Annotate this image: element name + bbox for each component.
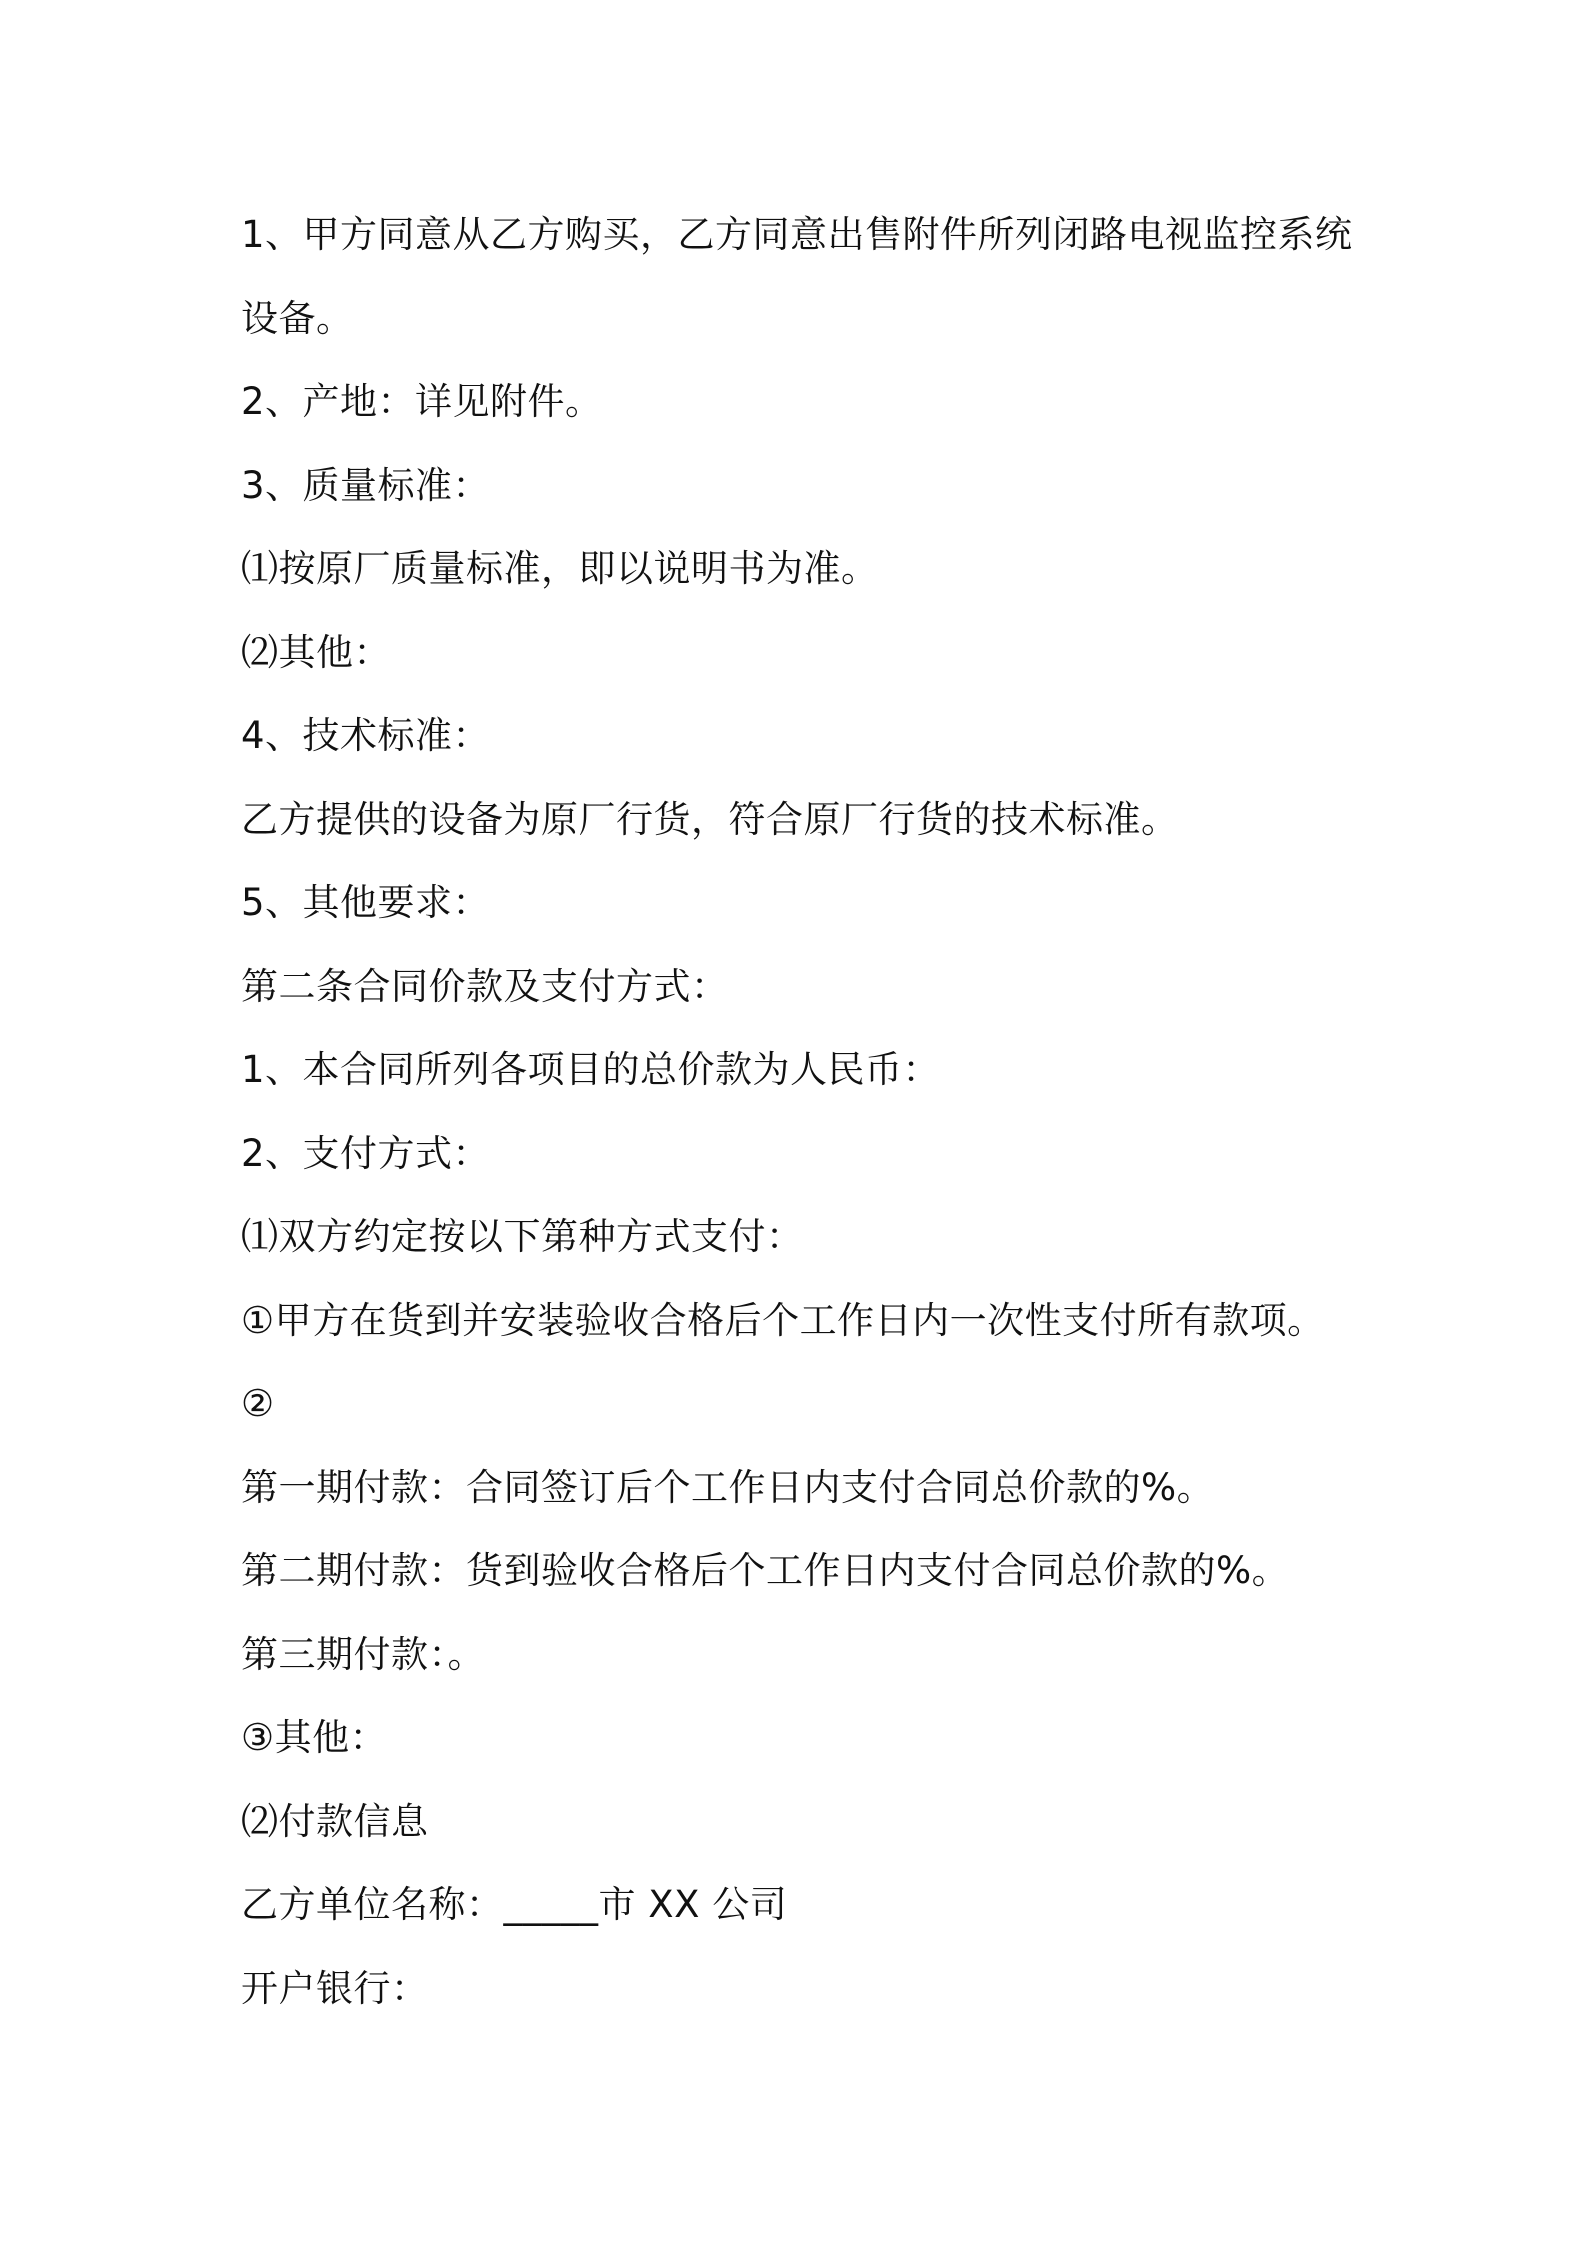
- clause-4-technical-text: 乙方提供的设备为原厂行货，符合原厂行货的技术标准。: [241, 797, 1179, 841]
- article-2-item-2-payment-method: 2、支付方式：: [241, 1131, 491, 1175]
- payment-option-1: ①甲方在货到并安装验收合格后个工作日内一次性支付所有款项。: [241, 1298, 1325, 1342]
- article-2-heading: 第二条合同价款及支付方式：: [241, 964, 729, 1008]
- article-2-item-1-total-price: 1、本合同所列各项目的总价款为人民币：: [241, 1048, 941, 1091]
- payment-info-heading: ⑵付款信息: [241, 1799, 429, 1843]
- clause-2-origin: 2、产地：详见附件。: [241, 380, 603, 423]
- contract-body: [241, 193, 1371, 2030]
- clause-3-item-2: ⑵其他：: [241, 630, 391, 674]
- bank-of-deposit: 开户银行：: [241, 1966, 429, 2010]
- installment-3: 第三期付款：。: [241, 1632, 485, 1676]
- clause-5-other-requirements: 5、其他要求：: [241, 881, 491, 924]
- installment-2: 第二期付款：货到验收合格后个工作日内支付合同总价款的%。: [241, 1549, 1290, 1592]
- payment-option-2: ②: [241, 1382, 275, 1425]
- clause-3-item-1: ⑴按原厂质量标准，即以说明书为准。: [241, 547, 879, 590]
- clause-4-technical-heading: 4、技术标准：: [241, 714, 491, 757]
- clause-1-continuation: 设备。: [241, 296, 354, 340]
- clause-1-purchase-agreement: 1、甲方同意从乙方购买，乙方同意出售附件所列闭路电视监控系统: [241, 213, 1353, 256]
- party-b-company-name: 乙方单位名称：_____市 XX 公司: [241, 1883, 788, 1926]
- payment-option-3: ③其他：: [241, 1716, 388, 1759]
- clause-3-quality-heading: 3、质量标准：: [241, 463, 491, 507]
- payment-option-heading: ⑴双方约定按以下第种方式支付：: [241, 1215, 804, 1258]
- installment-1: 第一期付款：合同签订后个工作日内支付合同总价款的%。: [241, 1465, 1215, 1509]
